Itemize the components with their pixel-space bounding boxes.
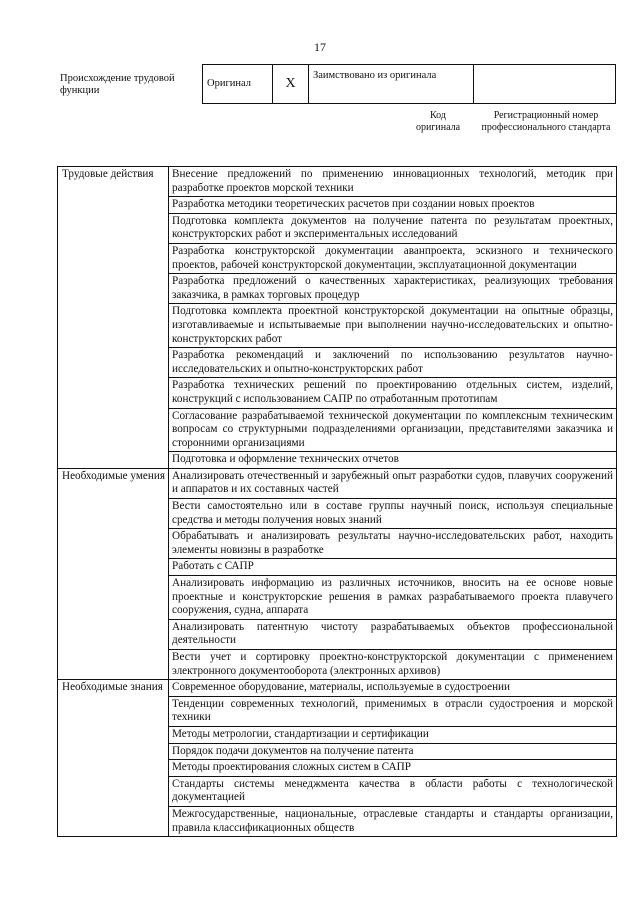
required-knowledge-item: Стандарты системы менеджмента качества в области работы с технологической документацией [169,776,617,806]
origin-label: Происхождение трудовой функции [60,73,175,96]
required-skills-item: Обрабатывать и анализировать результаты научно-исследовательских работ, находить элементы новизны в разработке [169,529,617,559]
required-knowledge-item: Современное оборудование, материалы, используемые в судостроении [169,680,617,697]
original-label: Оригинал [203,65,273,104]
required-knowledge-title: Необходимые знания [58,680,169,837]
labor-function-table [57,166,617,837]
code-caption: Код оригинала [415,110,461,133]
origin-table [202,64,616,104]
registration-number-cell [474,65,616,104]
borrowed-label: Заимствовано из оригинала [309,65,474,104]
required-skills-item: Вести учет и сортировку проектно-конструкторской документации с применением электронного документооборота (электронных архивов) [169,650,617,680]
labor-actions-item: Подготовка и оформление технических отчетов [169,452,617,469]
required-skills-item: Анализировать информацию из различных источников, вносить на ее основе новые проектные и конструкторские решения в рамках разрабатываемого проекта плавучего сооружения, судна, аппарата [169,576,617,620]
labor-actions-item: Подготовка комплекта проектной конструкторской документации на опытные образцы, изготавливаемые и испытываемые при выполнении научно-исследовательских и опытно-конструкторских работ [169,304,617,348]
labor-actions-item: Разработка предложений о качественных характеристиках, реализующих требования заказчика, в рамках торговых процедур [169,274,617,304]
required-knowledge-item: Межгосударственные, национальные, отраслевые стандарты и стандарты организации, правила классификационных обществ [169,806,617,836]
required-skills-item: Анализировать патентную чистоту разрабатываемых объектов профессиональной деятельности [169,619,617,649]
labor-actions-item: Разработка методики теоретических расчетов при создании новых проектов [169,197,617,214]
required-knowledge-item: Методы проектирования сложных систем в САПР [169,760,617,777]
original-mark: X [273,65,309,104]
required-skills-item: Работать с САПР [169,559,617,576]
required-knowledge-item: Методы метрологии, стандартизации и сертификации [169,726,617,743]
labor-actions-item: Подготовка комплекта документов на получение патента по результатам проектных, конструкторских работ и экспериментальных исследований [169,213,617,243]
labor-actions-item: Разработка технических решений по проектированию отдельных систем, изделий, конструкций с использованием САПР по отработанным прототипам [169,378,617,408]
labor-actions-item: Разработка конструкторской документации аванпроекта, эскизного и технического проектов, рабочей конструкторской документации, эксплуатационной документации [169,243,617,273]
labor-actions-item: Согласование разрабатываемой технической документации по комплексным техническим вопросам со структурными подразделениями организации, представителями заказчика и сторонними организациями [169,408,617,452]
page-number: 17 [314,40,326,54]
labor-actions-row [58,167,617,197]
required-skills-title: Необходимые умения [58,468,169,679]
labor-actions-item: Разработка рекомендаций и заключений по использованию результатов научно-исследовательских и опытно-конструкторских работ [169,348,617,378]
required-knowledge-item: Тенденции современных технологий, применимых в отрасли судостроения и морской техники [169,696,617,726]
required-skills-row [58,468,617,498]
required-skills-item: Вести самостоятельно или в составе группы научный поиск, используя специальные средства и методы получения новых знаний [169,499,617,529]
registration-caption: Регистрационный номер профессионального стандарта [481,110,611,133]
required-knowledge-item: Порядок подачи документов на получение патента [169,743,617,760]
required-skills-item: Анализировать отечественный и зарубежный опыт разработки судов, плавучих сооружений и аппаратов и их составных частей [169,468,617,498]
labor-actions-title: Трудовые действия [58,167,169,469]
required-knowledge-row [58,680,617,697]
labor-actions-item: Внесение предложений по применению инновационных технологий, методик при разработке проектов морской техники [169,167,617,197]
